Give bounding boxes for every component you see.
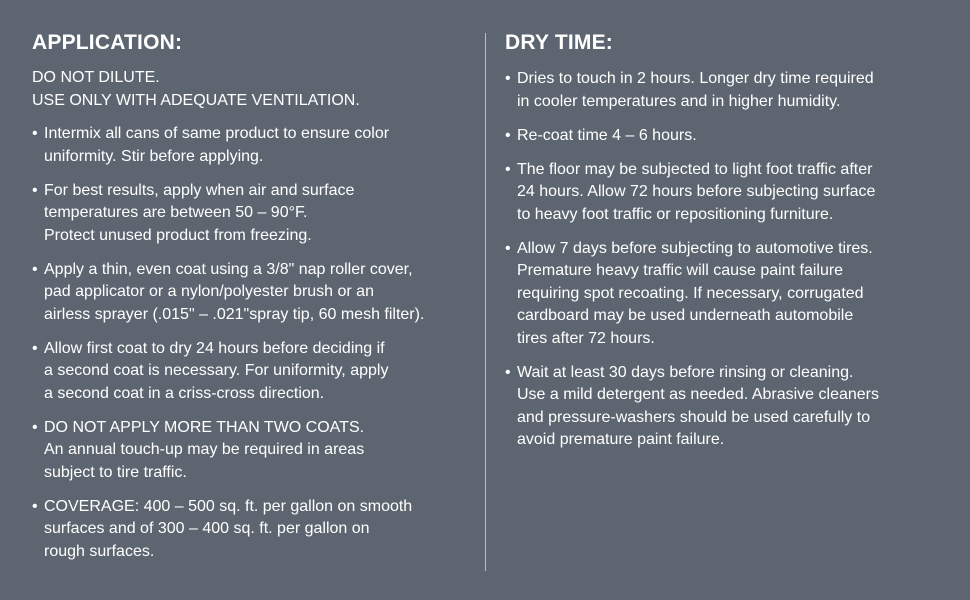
bullet-dot-icon: • [505, 363, 511, 381]
bullet-dot-icon: • [505, 126, 511, 144]
bullet-line: Protect unused product from freezing. [44, 226, 312, 244]
bullet-line: Allow first coat to dry 24 hours before deciding if [44, 339, 385, 357]
bullet-text [44, 123, 389, 168]
warning-line: USE ONLY WITH ADEQUATE VENTILATION. [32, 91, 360, 109]
application-heading: APPLICATION: [32, 31, 183, 54]
list-item [505, 238, 945, 351]
application-warnings [32, 67, 472, 112]
list-item [32, 123, 472, 168]
bullet-dot-icon: • [32, 260, 38, 278]
bullet-text [517, 238, 873, 351]
list-item [32, 259, 472, 327]
list-item [505, 159, 945, 227]
bullet-line: temperatures are between 50 – 90°F. [44, 204, 308, 221]
bullet-text [44, 180, 354, 248]
bullet-dot-icon: • [32, 125, 38, 142]
bullet-line: Re-coat time 4 – 6 hours. [517, 126, 697, 144]
bullet-line: rough surfaces. [44, 542, 155, 560]
bullet-line: COVERAGE: 400 – 500 sq. ft. per gallon on smooth [44, 497, 413, 515]
dry-time-section [505, 30, 945, 463]
bullet-line: Dries to touch in 2 hours. Longer dry time required [517, 70, 874, 87]
bullet-line: cardboard may be used underneath automobile [517, 307, 854, 324]
bullet-text [44, 338, 388, 406]
bullet-line: requiring spot recoating. If necessary, corrugated [517, 284, 864, 302]
bullet-dot-icon: • [505, 160, 511, 178]
bullet-line: Allow 7 days before subjecting to automotive tires. [517, 239, 873, 257]
bullet-line: airless sprayer (.015" – .021"spray tip, 60 mesh filter). [44, 305, 425, 323]
bullet-line: DO NOT APPLY MORE THAN TWO COATS. [44, 418, 365, 436]
bullet-text [44, 259, 424, 327]
bullet-text [44, 496, 412, 564]
bullet-dot-icon: • [32, 181, 38, 199]
bullet-text [517, 125, 697, 148]
bullet-line: Wait at least 30 days before rinsing or cleaning. [517, 363, 854, 381]
bullet-line: Premature heavy traffic will cause paint failure [517, 262, 844, 279]
warning-line: DO NOT DILUTE. [32, 69, 160, 86]
bullet-dot-icon: • [32, 418, 38, 436]
application-instructions-list [32, 123, 472, 563]
bullet-line: Apply a thin, even coat using a 3/8" nap roller cover, [44, 260, 413, 278]
application-section [32, 30, 472, 575]
bullet-line: uniformity. Stir before applying. [44, 147, 264, 165]
bullet-text [517, 159, 875, 227]
list-item [505, 125, 945, 148]
dry-time-instructions-list [505, 68, 945, 452]
bullet-line: subject to tire traffic. [44, 463, 187, 481]
bullet-dot-icon: • [32, 339, 38, 357]
bullet-line: a second coat in a criss-cross direction. [44, 384, 325, 402]
list-item [32, 417, 472, 485]
list-item [505, 362, 945, 452]
bullet-line: 24 hours. Allow 72 hours before subjecting surface [517, 183, 876, 200]
bullet-text [517, 362, 879, 452]
bullet-line: The floor may be subjected to light foot traffic after [517, 160, 873, 178]
column-divider [485, 33, 486, 571]
bullet-text [44, 417, 364, 485]
bullet-line: Use a mild detergent as needed. Abrasive cleaners [517, 386, 879, 403]
bullet-line: Intermix all cans of same product to ensure color [44, 125, 390, 142]
list-item [32, 338, 472, 406]
list-item [32, 496, 472, 564]
bullet-text [517, 68, 874, 113]
bullet-line: a second coat is necessary. For uniformity, apply [44, 362, 389, 379]
bullet-dot-icon: • [505, 239, 511, 257]
bullet-dot-icon: • [505, 70, 511, 87]
bullet-line: in cooler temperatures and in higher humidity. [517, 92, 841, 110]
bullet-dot-icon: • [32, 497, 38, 515]
bullet-line: surfaces and of 300 – 400 sq. ft. per gallon on [44, 520, 370, 537]
bullet-line: pad applicator or a nylon/polyester brush or an [44, 283, 374, 300]
bullet-line: and pressure-washers should be used carefully to [517, 408, 871, 426]
dry-time-heading: DRY TIME: [505, 31, 613, 54]
list-item [32, 180, 472, 248]
bullet-line: tires after 72 hours. [517, 329, 655, 347]
bullet-line: An annual touch-up may be required in areas [44, 441, 365, 458]
bullet-line: to heavy foot traffic or repositioning furniture. [517, 205, 834, 223]
bullet-line: avoid premature paint failure. [517, 431, 725, 448]
bullet-line: For best results, apply when air and surface [44, 181, 355, 199]
list-item [505, 68, 945, 113]
